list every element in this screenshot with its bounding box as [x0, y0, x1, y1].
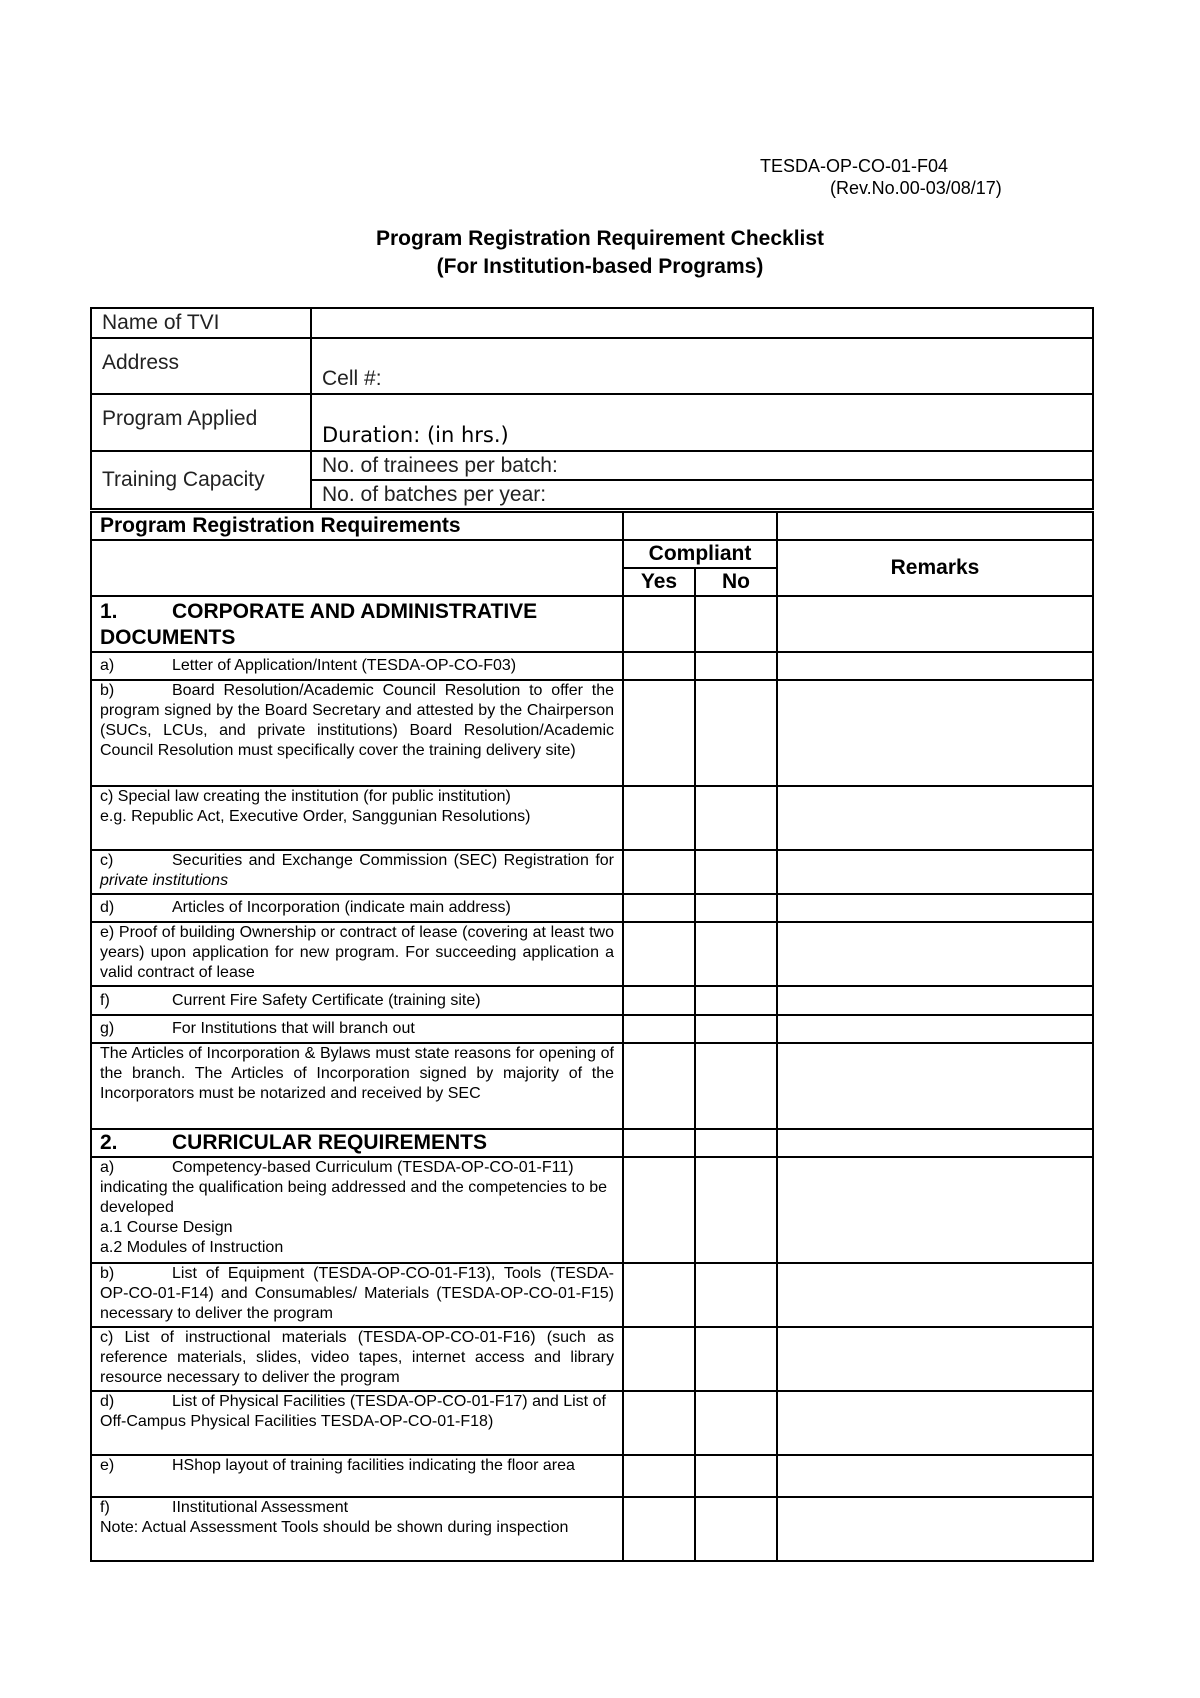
remarks-cell[interactable] — [777, 1497, 1093, 1561]
title-line-2: (For Institution-based Programs) — [436, 255, 764, 278]
no-cell[interactable] — [695, 1391, 777, 1455]
cell-label: Cell #: — [322, 367, 382, 390]
no-cell[interactable] — [695, 850, 777, 894]
no-cell[interactable] — [695, 1043, 777, 1129]
table-row — [91, 1157, 1093, 1263]
table-row — [91, 922, 1093, 986]
remarks-cell[interactable] — [777, 680, 1093, 786]
yes-cell[interactable] — [623, 1455, 695, 1497]
requirement-text: c) List of instructional materials (TESDA-OP-CO-01-F16) (such as reference materials, slides, video tapes, internet access and library resource necessary to deliver the program — [91, 1327, 623, 1391]
no-cell[interactable] — [695, 596, 777, 652]
requirement-text: a) Letter of Application/Intent (TESDA-OP-CO-F03) — [91, 652, 623, 680]
yes-cell[interactable] — [623, 1327, 695, 1391]
no-header: No — [695, 568, 777, 596]
revision-number: (Rev.No.00-03/08/17) — [830, 178, 1002, 198]
program-field[interactable] — [311, 394, 1093, 451]
yes-cell[interactable] — [623, 1157, 695, 1263]
table-row — [91, 1327, 1093, 1391]
remarks-cell[interactable] — [777, 1015, 1093, 1043]
no-cell[interactable] — [695, 652, 777, 680]
remarks-cell[interactable] — [777, 850, 1093, 894]
trainees-field[interactable]: No. of trainees per batch: — [311, 451, 1093, 480]
institution-info-table — [90, 307, 1094, 510]
table-row — [91, 894, 1093, 922]
compliant-header: Compliant — [623, 540, 777, 568]
table-row — [91, 652, 1093, 680]
section-title: 2. CURRICULAR REQUIREMENTS — [91, 1129, 623, 1157]
table-row — [91, 850, 1093, 894]
capacity-label: Training Capacity — [91, 451, 311, 509]
form-number: TESDA-OP-CO-01-F04 — [760, 156, 949, 176]
remarks-cell[interactable] — [777, 1129, 1093, 1157]
requirement-text: d) List of Physical Facilities (TESDA-OP-CO-01-F17) and List of Off-Campus Physical Facilities TESDA-OP-CO-01-F18) — [91, 1391, 623, 1455]
yes-cell[interactable] — [623, 1129, 695, 1157]
table-row — [91, 680, 1093, 786]
remarks-cell[interactable] — [777, 894, 1093, 922]
remarks-cell[interactable] — [777, 1327, 1093, 1391]
no-cell[interactable] — [695, 1015, 777, 1043]
section-row — [91, 1129, 1093, 1157]
no-cell[interactable] — [695, 1455, 777, 1497]
remarks-cell[interactable] — [777, 652, 1093, 680]
name-field[interactable] — [311, 308, 1093, 338]
no-cell[interactable] — [695, 1327, 777, 1391]
remarks-cell[interactable] — [777, 922, 1093, 986]
table-row — [91, 1455, 1093, 1497]
requirement-text: f) Current Fire Safety Certificate (training site) — [91, 986, 623, 1015]
no-cell[interactable] — [695, 680, 777, 786]
table-row — [91, 1043, 1093, 1129]
remarks-cell[interactable] — [777, 986, 1093, 1015]
requirement-text: e) HShop layout of training facilities indicating the floor area — [91, 1455, 623, 1497]
program-label: Program Applied — [91, 394, 311, 451]
no-cell[interactable] — [695, 786, 777, 850]
requirement-text: The Articles of Incorporation & Bylaws must state reasons for opening of the branch. The Articles of Incorporation signed by majority of the Incorporators must be notarized and received by SEC — [91, 1043, 623, 1129]
no-cell[interactable] — [695, 1157, 777, 1263]
remarks-cell[interactable] — [777, 1157, 1093, 1263]
requirement-text: g) For Institutions that will branch out — [91, 1015, 623, 1043]
no-cell[interactable] — [695, 894, 777, 922]
no-cell[interactable] — [695, 1497, 777, 1561]
no-cell[interactable] — [695, 986, 777, 1015]
yes-cell[interactable] — [623, 1263, 695, 1327]
remarks-header: Remarks — [777, 540, 1093, 596]
requirements-table — [90, 511, 1094, 1562]
yes-cell[interactable] — [623, 596, 695, 652]
table-row — [91, 1391, 1093, 1455]
requirement-text: f) IInstitutional Assessment Note: Actual Assessment Tools should be shown during inspection — [91, 1497, 623, 1561]
table-row — [91, 1497, 1093, 1561]
yes-cell[interactable] — [623, 680, 695, 786]
yes-cell[interactable] — [623, 922, 695, 986]
no-cell[interactable] — [695, 922, 777, 986]
yes-cell[interactable] — [623, 1497, 695, 1561]
yes-cell[interactable] — [623, 786, 695, 850]
address-label: Address — [91, 338, 311, 394]
requirement-text: a) Competency-based Curriculum (TESDA-OP-CO-01-F11) indicating the qualification being addressed and the competencies to be developed a.1 Course Design a.2 Modules of Instruction — [91, 1157, 623, 1263]
table-row — [91, 786, 1093, 850]
document-title — [0, 225, 1200, 281]
remarks-cell[interactable] — [777, 1043, 1093, 1129]
form-number-block — [760, 155, 1002, 199]
requirement-text: e) Proof of building Ownership or contract of lease (covering at least two years) upon application for new program. For succeeding application a valid contract of lease — [91, 922, 623, 986]
yes-cell[interactable] — [623, 894, 695, 922]
yes-cell[interactable] — [623, 986, 695, 1015]
requirement-text: c) Securities and Exchange Commission (SEC) Registration for private institutions — [91, 850, 623, 894]
batches-field[interactable]: No. of batches per year: — [311, 480, 1093, 509]
remarks-cell[interactable] — [777, 596, 1093, 652]
requirements-header: Program Registration Requirements — [91, 512, 623, 540]
table-row — [91, 986, 1093, 1015]
duration-label: Duration: (in hrs.) — [322, 423, 509, 447]
remarks-cell[interactable] — [777, 1391, 1093, 1455]
yes-cell[interactable] — [623, 1391, 695, 1455]
remarks-cell[interactable] — [777, 1263, 1093, 1327]
table-row — [91, 1015, 1093, 1043]
name-label: Name of TVI — [91, 308, 311, 338]
address-field[interactable] — [311, 338, 1093, 394]
yes-cell[interactable] — [623, 1043, 695, 1129]
yes-cell[interactable] — [623, 652, 695, 680]
remarks-cell[interactable] — [777, 1455, 1093, 1497]
yes-header: Yes — [623, 568, 695, 596]
title-line-1: Program Registration Requirement Checklist — [375, 227, 825, 250]
yes-cell[interactable] — [623, 1015, 695, 1043]
no-cell[interactable] — [695, 1263, 777, 1327]
table-row — [91, 1263, 1093, 1327]
remarks-cell[interactable] — [777, 786, 1093, 850]
section-title: 1. CORPORATE AND ADMINISTRATIVE DOCUMENTS — [91, 596, 623, 652]
yes-cell[interactable] — [623, 850, 695, 894]
requirement-text: c) Special law creating the institution (for public institution) e.g. Republic Act, Executive Order, Sanggunian Resolutions) — [91, 786, 623, 850]
requirement-text: d) Articles of Incorporation (indicate main address) — [91, 894, 623, 922]
no-cell[interactable] — [695, 1129, 777, 1157]
requirement-text: b) Board Resolution/Academic Council Resolution to offer the program signed by the Board Secretary and attested by the Chairperson (SUCs, LCUs, and private institutions) Board Resolution/Academic Council Resolution must specifically cover the training delivery site) — [91, 680, 623, 786]
section-row — [91, 596, 1093, 652]
requirement-text: b) List of Equipment (TESDA-OP-CO-01-F13), Tools (TESDA-OP-CO-01-F14) and Consumables/ Materials (TESDA-OP-CO-01-F15) necessary to deliver the program — [91, 1263, 623, 1327]
